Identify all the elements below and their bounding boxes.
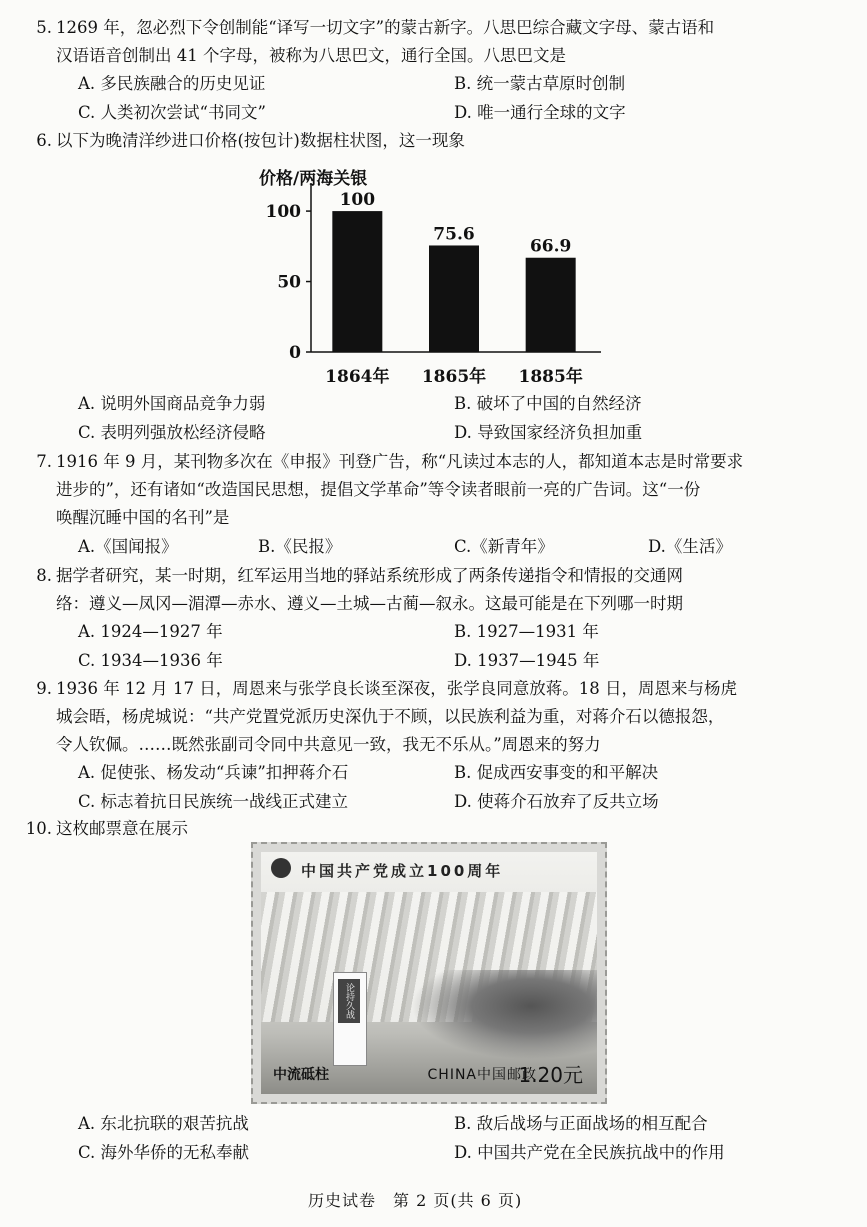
question-text-line: 城会晤，杨虎城说：“共产党置党派历史深仇于不顾，以民族利益为重，对蒋介石以德报怨， [56,707,725,726]
y-tick-label: 0 [289,343,301,363]
option-b[interactable]: B. 敌后战场与正面战场的相互配合 [454,1114,708,1133]
question-number: 5. [36,18,52,37]
bar [332,211,382,352]
option-a[interactable]: A.《国闻报》 [78,537,178,556]
option-b[interactable]: B. 1927—1931 年 [454,622,599,641]
book-illustration [333,972,367,1066]
question-text-line: 络：遵义—凤冈—湄潭—赤水、遵义—土城—古蔺—叙永。这最可能是在下列哪一时期 [56,594,683,613]
question-text-line: 进步的”，还有诸如“改造国民思想，提倡文学革命”等令读者眼前一亮的广告词。这“一份 [56,480,701,499]
bar-value-label: 66.9 [529,236,572,257]
stamp-caption: 中流砥柱 [273,1067,329,1083]
x-tick-label: 1864年 [325,367,390,387]
option-c[interactable]: C. 海外华侨的无私奉献 [78,1143,250,1162]
bar [526,258,576,352]
stamp-title: 中国共产党成立100周年 [301,862,504,880]
question-number: 9. [36,679,52,698]
party-emblem-icon [271,858,291,878]
option-d[interactable]: D. 使蒋介石放弃了反共立场 [454,792,659,811]
question-7 [36,448,836,532]
option-b[interactable]: B. 促成西安事变的和平解决 [454,763,659,782]
question-number: 7. [36,452,52,471]
x-tick-label: 1885年 [518,367,583,387]
stamp-image [251,842,607,1104]
bar-value-label: 100 [339,190,376,211]
option-b[interactable]: B. 统一蒙古草原时创制 [454,74,626,93]
option-d[interactable]: D. 唯一通行全球的文字 [454,103,626,122]
question-text-line: 以下为晚清洋纱进口价格(按包计)数据柱状图，这一现象 [56,131,465,150]
question-10 [25,815,836,843]
stamp-artwork [261,852,597,1094]
option-d[interactable]: D.《生活》 [648,537,732,556]
option-b[interactable]: B.《民报》 [258,537,342,556]
question-text-line: 据学者研究，某一时期，红军运用当地的驿站系统形成了两条传递指令和情报的交通网 [56,566,683,585]
question-number: 10. [25,819,52,838]
question-text-line: 1269 年，忽必烈下令创制能“译写一切文字”的蒙古新字。八思巴综合藏文字母、蒙古语和 [56,18,715,37]
option-c[interactable]: C. 表明列强放松经济侵略 [78,423,266,442]
y-tick-label: 50 [277,272,301,293]
option-b[interactable]: B. 破坏了中国的自然经济 [454,394,642,413]
stamp-price: 1.20元 [518,1063,583,1087]
pine-tree-illustration [411,970,597,1060]
question-number: 6. [36,131,52,150]
option-c[interactable]: C. 1934—1936 年 [78,651,223,670]
option-a[interactable]: A. 多民族融合的历史见证 [78,74,266,93]
option-a[interactable]: A. 促使张、杨发动“兵谏”扣押蒋介石 [78,763,349,782]
bar-value-label: 75.6 [433,224,475,245]
question-6 [36,127,836,155]
chart-title: 价格/两海关银 [259,169,368,189]
option-c[interactable]: C.《新青年》 [454,537,554,556]
question-5 [36,14,836,70]
option-a[interactable]: A. 东北抗联的艰苦抗战 [78,1114,249,1133]
question-text-line: 这枚邮票意在展示 [56,819,188,838]
page-footer: 历史试卷 第 2 页(共 6 页) [308,1191,523,1210]
option-a[interactable]: A. 说明外国商品竞争力弱 [78,394,266,413]
question-8 [36,562,836,618]
stamp-postal-label: CHINA中国邮政 [427,1067,537,1083]
option-a[interactable]: A. 1924—1927 年 [78,622,223,641]
question-text-line: 汉语语音创制出 41 个字母，被称为八思巴文，通行全国。八思巴文是 [56,46,566,65]
question-text-line: 唤醒沉睡中国的名刊”是 [56,508,230,527]
bar [429,245,479,352]
option-c[interactable]: C. 人类初次尝试“书同文” [78,103,266,122]
book-cover: 论持久战 [338,979,360,1023]
option-d[interactable]: D. 1937—1945 年 [454,651,600,670]
question-text-line: 1936 年 12 月 17 日，周恩来与张学良长谈至深夜，张学良同意放蒋。18 日，周恩来与杨虎 [56,679,737,698]
option-d[interactable]: D. 导致国家经济负担加重 [454,423,643,442]
option-d[interactable]: D. 中国共产党在全民族抗战中的作用 [454,1143,725,1162]
option-c[interactable]: C. 标志着抗日民族统一战线正式建立 [78,792,349,811]
question-number: 8. [36,566,52,585]
question-text-line: 1916 年 9 月，某刊物多次在《申报》刊登广告，称“凡读过本志的人，都知道本志是时常要求 [56,452,744,471]
question-9 [36,675,836,759]
price-bar-chart [255,160,615,392]
question-text-line: 令人钦佩。……既然张副司令同中共意见一致，我无不乐从。”周恩来的努力 [56,735,601,754]
y-tick-label: 100 [265,202,301,223]
x-tick-label: 1865年 [421,367,487,387]
